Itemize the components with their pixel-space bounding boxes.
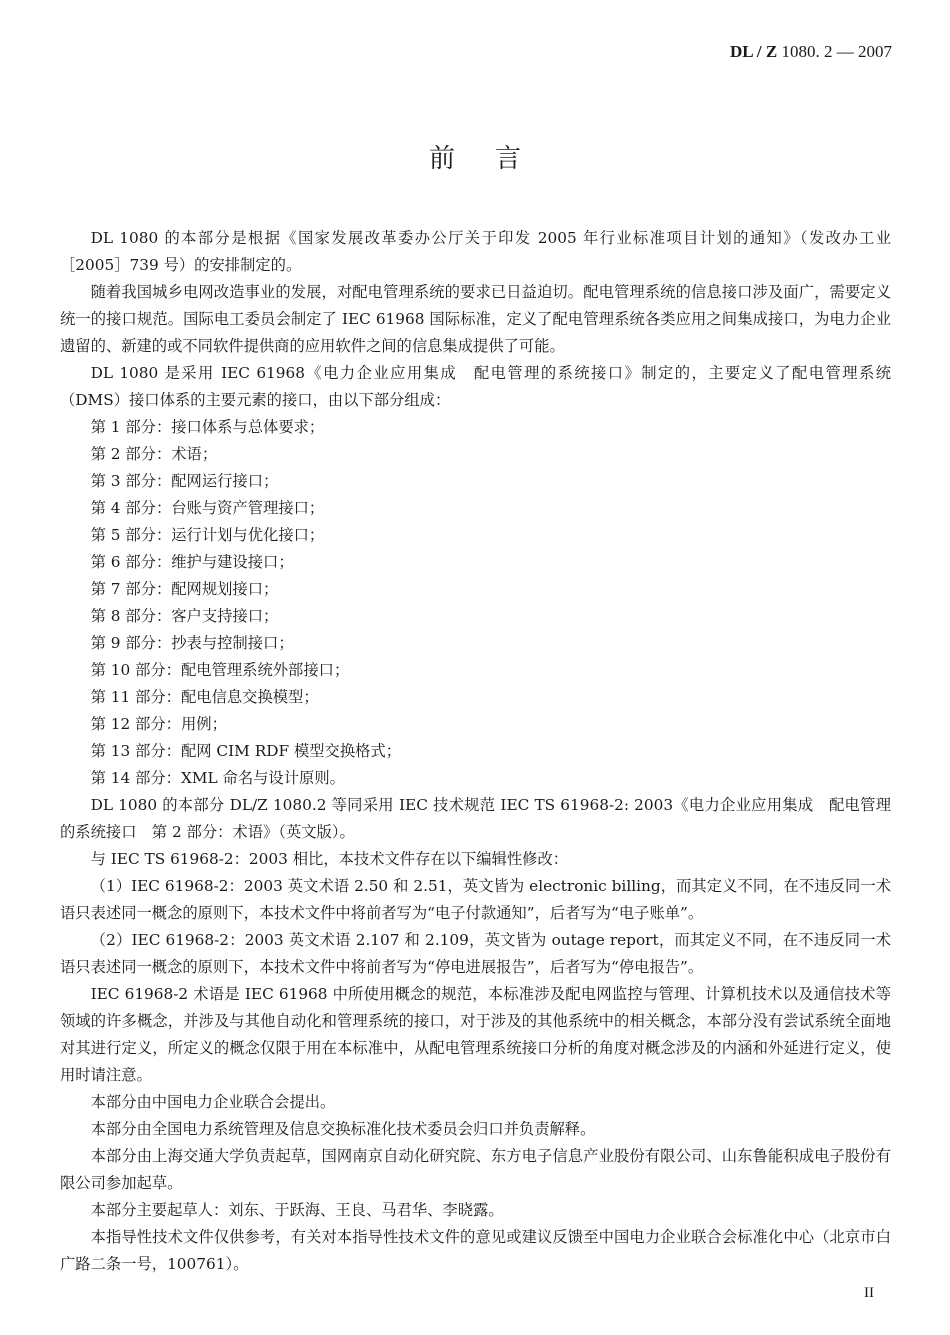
paragraph: IEC 61968-2 术语是 IEC 61968 中所使用概念的规范，本标准涉及配电网监控与管理、计算机技术以及通信技术等领域的许多概念，并涉及与其他自动化和管理系统的接口，对于涉及的其他系统中的相关概念，本部分没有尝试系统全面地对其进行定义，所定义的概念仅限于用在本标准中，从配电管理系统接口分析的角度对概念涉及的内涵和外延进行定义，使用时请注意。 xyxy=(60,985,891,1084)
paragraph: 本部分由上海交通大学负责起草，国网南京自动化研究院、东方电子信息产业股份有限公司、山东鲁能积成电子股份有限公司参加起草。 xyxy=(60,1147,891,1192)
standard-code-number: 1080. 2 — 2007 xyxy=(781,42,892,61)
document-code-header xyxy=(730,42,892,62)
part-list-item: 第 9 部分：抄表与控制接口； xyxy=(90,634,294,652)
paragraph: DL 1080 的本部分是根据《国家发展改革委办公厅关于印发 2005 年行业标准项目计划的通知》（发改办工业［2005］739 号）的安排制定的。 xyxy=(60,229,891,274)
paragraph: DL 1080 的本部分 DL/Z 1080.2 等同采用 IEC 技术规范 IEC TS 61968-2: 2003《电力企业应用集成 配电管理的系统接口 第 2 部分：术语》（英文版）。 xyxy=(60,796,891,841)
paragraph: 本部分由中国电力企业联合会提出。 xyxy=(90,1093,336,1111)
page-title: 前言 xyxy=(428,144,561,174)
part-list-item: 第 6 部分：维护与建设接口； xyxy=(90,553,294,571)
part-list-item: 第 13 部分：配网 CIM RDF 模型交换格式； xyxy=(90,742,402,760)
paragraph: 随着我国城乡电网改造事业的发展，对配电管理系统的要求已日益迫切。配电管理系统的信息接口涉及面广，需要定义统一的接口规范。国际电工委员会制定了 IEC 61968 国际标准，定义了配电管理系统各类应用之间集成接口，为电力企业遗留的、新建的或不同软件提供商的应用软件之间的信息集成提供了可能。 xyxy=(60,283,891,355)
paragraph: 本部分主要起草人：刘东、于跃海、王良、马君华、李晓露。 xyxy=(90,1201,504,1219)
part-list-item: 第 2 部分：术语； xyxy=(90,445,218,463)
paragraph: 本指导性技术文件仅供参考，有关对本指导性技术文件的意见或建议反馈至中国电力企业联合会标准化中心（北京市白广路二条一号，100761）。 xyxy=(60,1228,891,1273)
paragraph: 本部分由全国电力系统管理及信息交换标准化技术委员会归口并负责解释。 xyxy=(90,1120,596,1138)
part-list-item: 第 7 部分：配网规划接口； xyxy=(90,580,279,598)
part-list-item: 第 4 部分：台账与资产管理接口； xyxy=(90,499,325,517)
part-list-item: 第 12 部分：用例； xyxy=(90,715,227,733)
part-list-item: 第 11 部分：配电信息交换模型； xyxy=(90,688,319,706)
part-list-item: 第 10 部分：配电管理系统外部接口； xyxy=(90,661,350,679)
paragraph: （1）IEC 61968-2：2003 英文术语 2.50 和 2.51，英文皆为 electronic billing，而其定义不同，在不违反同一术语只表述同一概念的原则下，本技术文件中将前者写为“电子付款通知”，后者写为“电子账单”。 xyxy=(60,877,891,922)
part-list-item: 第 5 部分：运行计划与优化接口； xyxy=(90,526,325,544)
paragraph: （2）IEC 61968-2：2003 英文术语 2.107 和 2.109，英文皆为 outage report，而其定义不同，在不违反同一术语只表述同一概念的原则下，本技术文件中将前者写为“停电进展报告”，后者写为“停电报告”。 xyxy=(60,931,891,976)
standard-code-prefix: DL / Z xyxy=(730,42,778,61)
paragraph: DL 1080 是采用 IEC 61968《电力企业应用集成 配电管理的系统接口》制定的，主要定义了配电管理系统（DMS）接口体系的主要元素的接口，由以下部分组成： xyxy=(60,364,891,409)
part-list-item: 第 1 部分：接口体系与总体要求； xyxy=(90,418,325,436)
part-list-item: 第 3 部分：配网运行接口； xyxy=(90,472,279,490)
part-list-item: 第 14 部分：XML 命名与设计原则。 xyxy=(90,769,345,787)
part-list-item: 第 8 部分：客户支持接口； xyxy=(90,607,279,625)
foreword-body xyxy=(60,225,891,1278)
paragraph: 与 IEC TS 61968-2：2003 相比，本技术文件存在以下编辑性修改： xyxy=(90,850,569,868)
page-number: II xyxy=(864,1285,874,1301)
